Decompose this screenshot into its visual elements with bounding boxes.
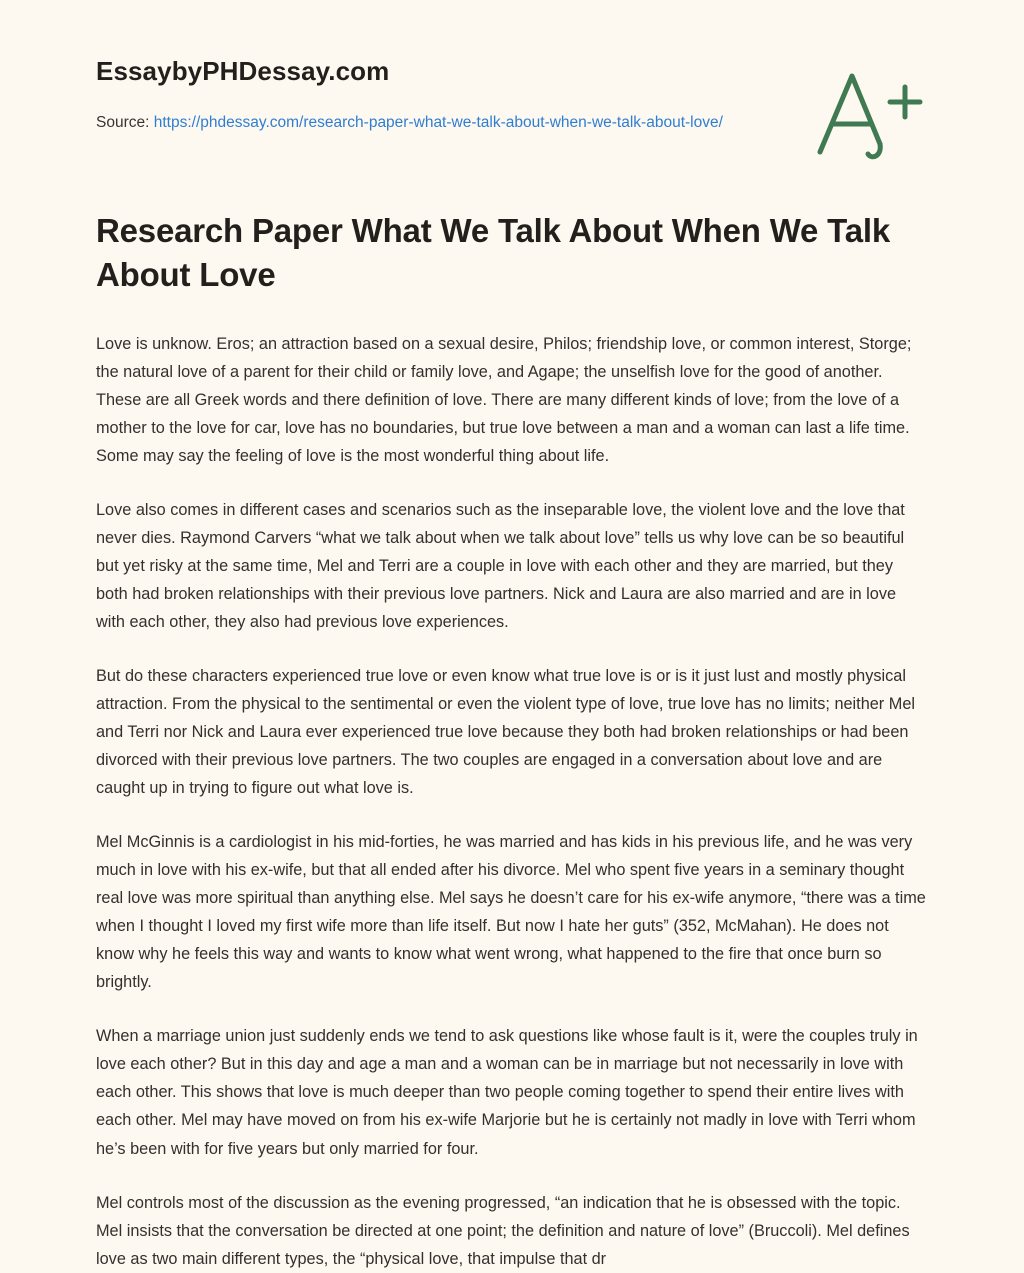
source-label: Source: [96, 114, 150, 131]
paragraph: Mel controls most of the discussion as the evening progressed, “an indication that he is obsessed with the topic. Mel insists that the conversation be directed at one point; the definition and nature of love” (Bruccoli). Mel defines love as two main different types, the “physical love, that impulse that dr [96, 1193, 910, 1268]
page-title: Research Paper What We Talk About When We Talk About Love [96, 212, 890, 293]
paragraph: When a marriage union just suddenly ends we tend to ask questions like whose fault is it, were the couples truly in love each other? But in this day and age a man and a woman can be in marriage but not necessarily in love with each other. This shows that love is much deeper than two people coming together to spend their entire lives with each other. Mel may have moved on from his ex-wife Marjorie but he is certainly not madly in love with Terri whom he’s been with for five years but only married for four. [96, 1027, 918, 1158]
source-url-link[interactable]: https://phdessay.com/research-paper-what-we-talk-about-when-we-talk-about-love/ [153, 114, 723, 131]
article-body [96, 330, 928, 1272]
paragraph: Mel McGinnis is a cardiologist in his mid-forties, he was married and has kids in his previous life, and he was very much in love with his ex-wife, but that all ended after his divorce. Mel who spent five years in a seminary thought real love was more spiritual than anything else. Mel says he doesn’t care for his ex-wife anymore, “there was a time when I thought I loved my first wife more than life itself. But now I hate her guts” (352, McMahan). He does not know why he feels this way and wants to know what went wrong, what happened to the fire that once burn so brightly. [96, 833, 926, 992]
paragraph: Love is unknow. Eros; an attraction based on a sexual desire, Philos; friendship love, or common interest, Storge; the natural love of a parent for their child or family love, and Agape; the unselfish love for the good of another. These are all Greek words and there definition of love. There are many different kinds of love; from the love of a mother to the love for car, love has no boundaries, but true love between a man and a woman can last a life time. Some may say the feeling of love is the most wonderful thing about life. [96, 335, 912, 466]
paragraph: But do these characters experienced true love or even know what true love is or is it just lust and mostly physical attraction. From the physical to the sentimental or even the violent type of love, true love has no limits; neither Mel and Terri nor Nick and Laura ever experienced true love because they both had broken relationships or had been divorced with their previous love partners. The two couples are engaged in a conversation about love and are caught up in trying to figure out what love is. [96, 667, 915, 798]
brand-by-label: by [171, 56, 203, 86]
brand-site-label: PHDessay.com [202, 56, 390, 86]
aplus-logo-icon [808, 66, 928, 164]
paragraph: Love also comes in different cases and scenarios such as the inseparable love, the violent love and the love that never dies. Raymond Carvers “what we talk about when we talk about love” tells us why love can be so beautiful but yet risky at the same time, Mel and Terri are a couple in love with each other and they are married, but they both had broken relationships with their previous love partners. Nick and Laura are also married and are in love with each other, they also had previous love experiences. [96, 501, 905, 632]
brand-header [96, 56, 928, 87]
brand-essay-label: Essay [96, 56, 172, 86]
source-line [96, 111, 776, 135]
